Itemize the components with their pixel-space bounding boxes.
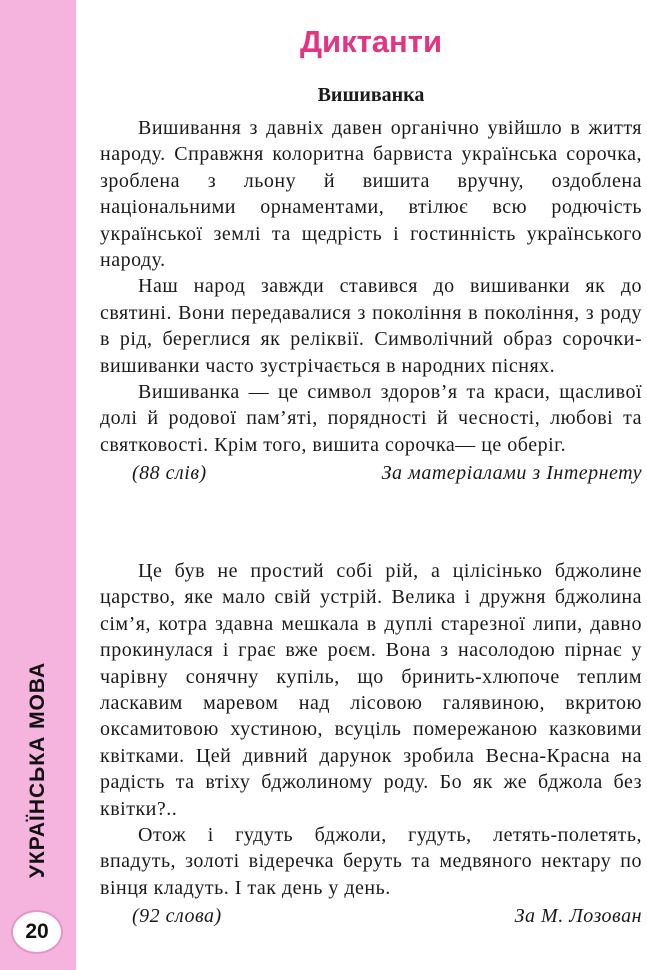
dictation-meta	[100, 462, 642, 485]
dictation-2	[100, 558, 642, 928]
margin-strip	[0, 0, 76, 970]
source-attribution: За М. Лозован	[514, 905, 642, 928]
paragraph: Отож і гудуть бджоли, гудуть, летять-полетять, впадуть, золоті відеречка беруть та медвяного нектару по вінця кладуть. І так день у день.	[100, 824, 642, 899]
section-title: Диктанти	[299, 24, 443, 59]
paragraph: Вишиванка — це символ здоров’я та краси, щасливої долі й родової пам’яті, порядності й чесності, любові та святковості. Крім того, вишита сорочка— це оберіг.	[100, 381, 642, 456]
word-count: (92 слова)	[132, 905, 222, 928]
dictation-1	[100, 115, 642, 485]
dictation-meta	[100, 905, 642, 928]
page-number: 20	[11, 910, 63, 954]
dictation-title: Вишиванка	[317, 84, 425, 106]
word-count: (88 слів)	[132, 462, 207, 485]
paragraph: Вишивання з давніх давен органічно увійшло в життя народу. Справжня колоритна барвиста українська сорочка, зроблена з льону й вишита вручну, оздоблена національними орнаментами, втілює всю родючість української землі та щедрість і гостинність українського народу.	[100, 117, 642, 272]
paragraph: Це був не простий собі рій, а цілісінько бджолине царство, яке мало свій устрій. Велика і дружня бджолина сім’я, котра здавна мешкала в дуплі старезної липи, давно прокинулася і грає вже роєм. Вона з насолодою пірнає у чарівну сонячну купіль, що бринить-хлюпоче теплим ласкавим маревом над лісовою галявиною, вкритою оксамитовою хустиною, всуціль помережаною казковими квітками. Цей дивний дарунок зробила Весна-Красна на радість та втіху бджолиному роду. Бо як же бджола без квітки?..	[100, 560, 642, 820]
source-attribution: За матеріалами з Інтернету	[381, 462, 642, 485]
subject-label: УКРАЇНСЬКА МОВА	[26, 661, 49, 879]
paragraph: Наш народ завжди ставився до вишиванки як до святині. Вони передавалися з покоління в покоління, з роду в рід, береглися як реліквії. Символічний образ сорочки-вишиванки часто зустрічається в народних піснях.	[100, 275, 642, 377]
